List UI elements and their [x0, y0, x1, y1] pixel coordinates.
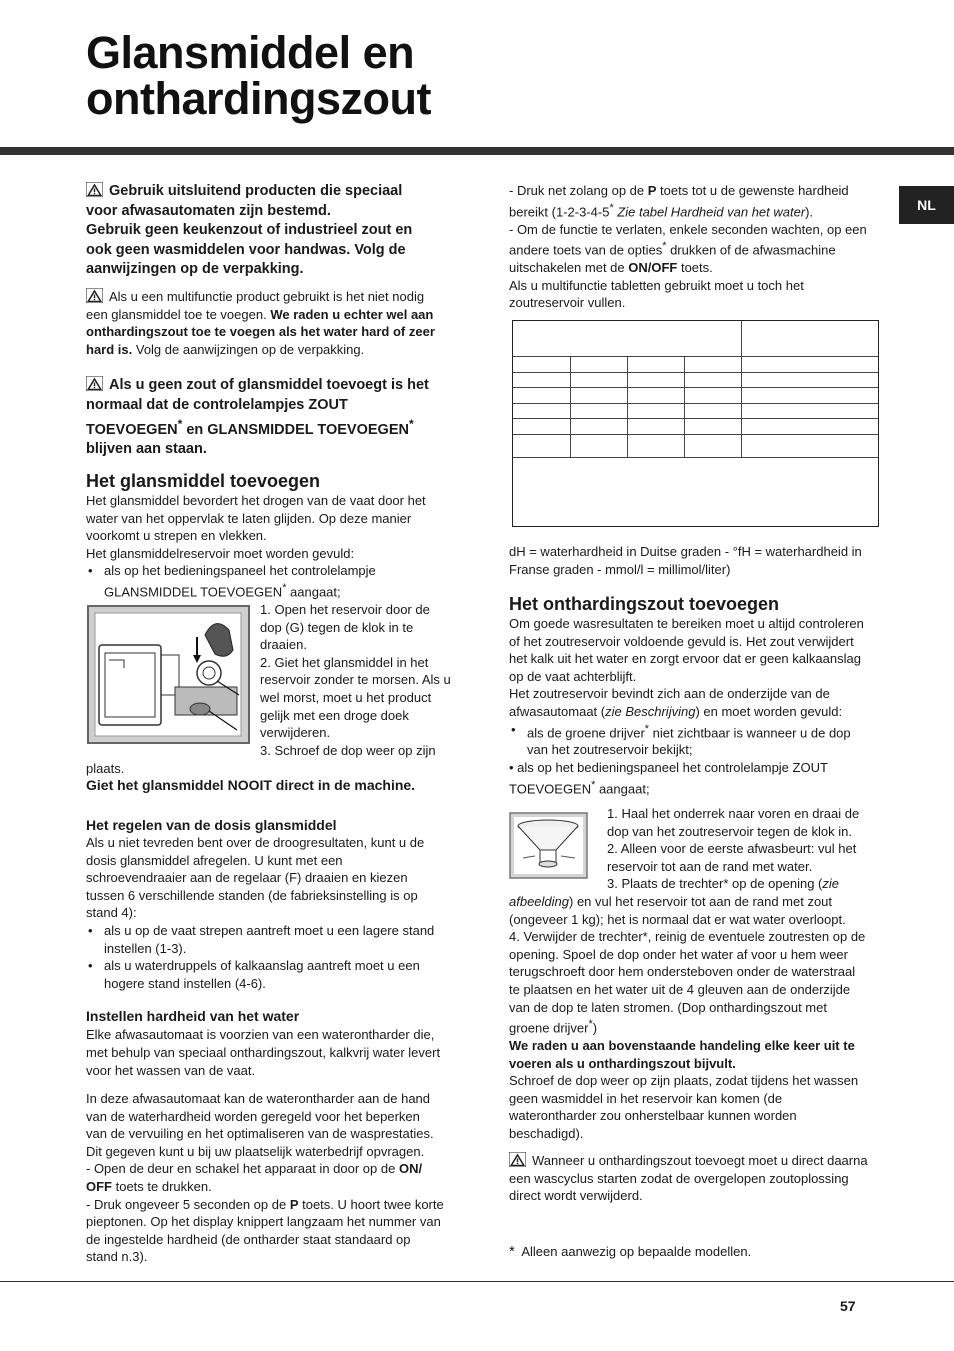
language-tab: NL	[899, 186, 954, 224]
salt-steps-1-3: 1. Haal het onderrek naar voren en draai de dop van het zoutreservoir tegen de klok in. 2. Alleen voor de eerste afwasbeurt: vul het reservoir tot aan de rand met water. 3. Plaats de trechter* op de opening (zie	[607, 806, 860, 892]
title-divider-bar	[0, 147, 954, 155]
warning-triangle-icon	[86, 376, 103, 391]
water-hardness-table	[512, 320, 879, 527]
water-hardness-procedure: In deze afwasautomaat kan de waterontharder aan de hand van de waterhardheid worden geregeld voor het beperken van de vervuiling en het optimaliseren van de wasprestaties. Dit gegeven kunt u bij uw plaatselijk waterbedrijf opvragen. - Open de deur en schakel het apparaat in door op de ON/ OFF toets te drukken. - Druk ongeveer 5 seconden op de P toets. U hoort twee korte pieptonen. Op het display knippert langzaam het nummer van de ingestelde hardheid (de ontharder staat standaard op stand n.3).	[86, 1091, 444, 1265]
heading-water-hardness: Instellen hardheid van het water	[86, 1008, 300, 1024]
rinse-aid-step3-end: plaats.	[86, 761, 125, 776]
warning-multifunction: Als u een multifunctie product gebruikt is het niet nodig een glansmiddel toe te voegen. We raden u echter wel aan onthardingszout toe te voegen als het water hard of zeer hard is. Volg de aanwijzingen op de verpakking.	[86, 289, 435, 357]
page-number: 57	[840, 1298, 856, 1314]
footnote: * Alleen aanwezig op bepaalde modellen.	[509, 1243, 752, 1260]
hardness-units-legend: dH = waterhardheid in Duitse graden - °fH = waterhardheid in Franse graden - mmol/l = millimol/liter)	[509, 544, 862, 577]
warning-triangle-icon	[86, 288, 103, 303]
dose-text: Als u niet tevreden bent over de droogresultaten, kunt u de dosis glansmiddel afregelen. U kunt met een schroevendraaier aan de regelaar (F) draaien en kiezen tussen 6 verschillende standen (de fabrieksinstelling is op stand 4): • als u op de vaat strepen aantreft moet u een lagere stand instellen (1-3). • als u waterdruppels of kalkaanslag aantreft moet u een hogere stand instellen (4-6).	[86, 834, 463, 992]
warning-triangle-icon	[86, 182, 103, 197]
rinse-aid-intro: Het glansmiddel bevordert het drogen van de vaat door het water van het oppervlak te laten glijden. Op deze manier voorkomt u strepen en vlekken. Het glansmiddelreservoir moet worden gevuld: • als op het bedieningspaneel het controlelampje GLANSMIDDEL TOEVOEGEN* aangaat;	[86, 492, 463, 601]
footer-divider	[0, 1281, 954, 1282]
rinse-aid-never-note: Giet het glansmiddel NOOIT direct in de machine.	[86, 777, 416, 793]
rinse-aid-steps: 1. Open het reservoir door de dop (G) tegen de klok in te draaien. 2. Giet het glansmiddel in het reservoir zonder te morsen. Als u wel morst, moet u het product gelijk met een droge doek verwijderen. 3. Schroef de dop weer op zijn	[260, 602, 451, 758]
warning-triangle-icon	[509, 1152, 526, 1167]
hardness-selection-text: - Druk net zolang op de P toets tot u de gewenste hardheid bereikt (1-2-3-4-5* Zie tabel Hardheid van het water). - Om de functie te verlaten, enkele seconden wachten, op een andere toets van de opties* drukken of de afwasmachine uitschakelen met de ON/OFF toets. Als u multifunctie tabletten gebruikt moet u toch het zoutreservoir vullen.	[509, 183, 867, 311]
warning-indicator-lights: Als u geen zout of glansmiddel toevoegt is het normaal dat de controlelampjes ZOUT TOEVOEGEN* en GLANSMIDDEL TOEVOEGEN* blijven aan staan.	[86, 377, 429, 458]
heading-salt: Het onthardingszout toevoegen	[509, 594, 779, 614]
rinse-aid-dispenser-illustration	[87, 605, 250, 744]
salt-steps-continued: afbeelding) en vul het reservoir tot aan de rand met zout (ongeveer 1 kg); het is normaal dat er wat water overloopt. 4. Verwijder de trechter*, reinig de eventuele zoutresten op de opening. Spoel de dop onder het water af voor u hem weer terugschroeft door hem ondersteboven onder de waterstraal te plaatsen en het water uit de 4 gleuven aan de onderzijde van de dop te laten stromen. (Dop onthardingszout met groene drijver*) We raden u aan bovenstaande handeling elke keer uit te voeren als u onthardingszout bijvult. Schroef de dop weer op zijn plaats, zodat tijdens het wassen geen wasmiddel in het reservoir kan komen (de waterontharder zou onherstelbaar kunnen worden beschadigd).	[509, 894, 866, 1142]
heading-rinse-aid: Het glansmiddel toevoegen	[86, 471, 321, 491]
warning-wash-cycle: Wanneer u onthardingszout toevoegt moet u direct daarna een wascyclus starten zodat de overgelopen zoutoplossing direct wordt verwijderd.	[509, 1153, 868, 1204]
water-hardness-intro: Elke afwasautomaat is voorzien van een waterontharder die, met behulp van speciaal onthardingszout, kalkvrij water levert voor het wassen van de vaat.	[86, 1027, 441, 1079]
heading-dose: Het regelen van de dosis glansmiddel	[86, 817, 337, 833]
salt-funnel-illustration	[509, 812, 588, 879]
page-title: Glansmiddel en onthardingszout	[86, 27, 431, 124]
warning-products: Gebruik uitsluitend producten die speciaal voor afwasautomaten zijn bestemd. Gebruik geen keukenzout of industrieel zout en ook geen wasmiddelen voor handwas. Volg de aanwijzingen op de verpakking.	[86, 183, 413, 277]
salt-intro: Om goede wasresultaten te bereiken moet u altijd controleren of het zoutreservoir voldoende gevuld is. Het zout verwijdert het kalk uit het water en zorgt ervoor dat er geen kalkaanslag op de vaat achterblijft. Het zoutreservoir bevindt zich aan de onderzijde van de afwasautomaat (zie Beschrijving) en moet worden gevuld: • als de groene drijver* niet zichtbaar is wanneer u de dop van het zoutreservoir bekijkt; • als op het bedieningspaneel het controlelampje ZOUT TOEVOEGEN* aangaat;	[509, 615, 884, 798]
